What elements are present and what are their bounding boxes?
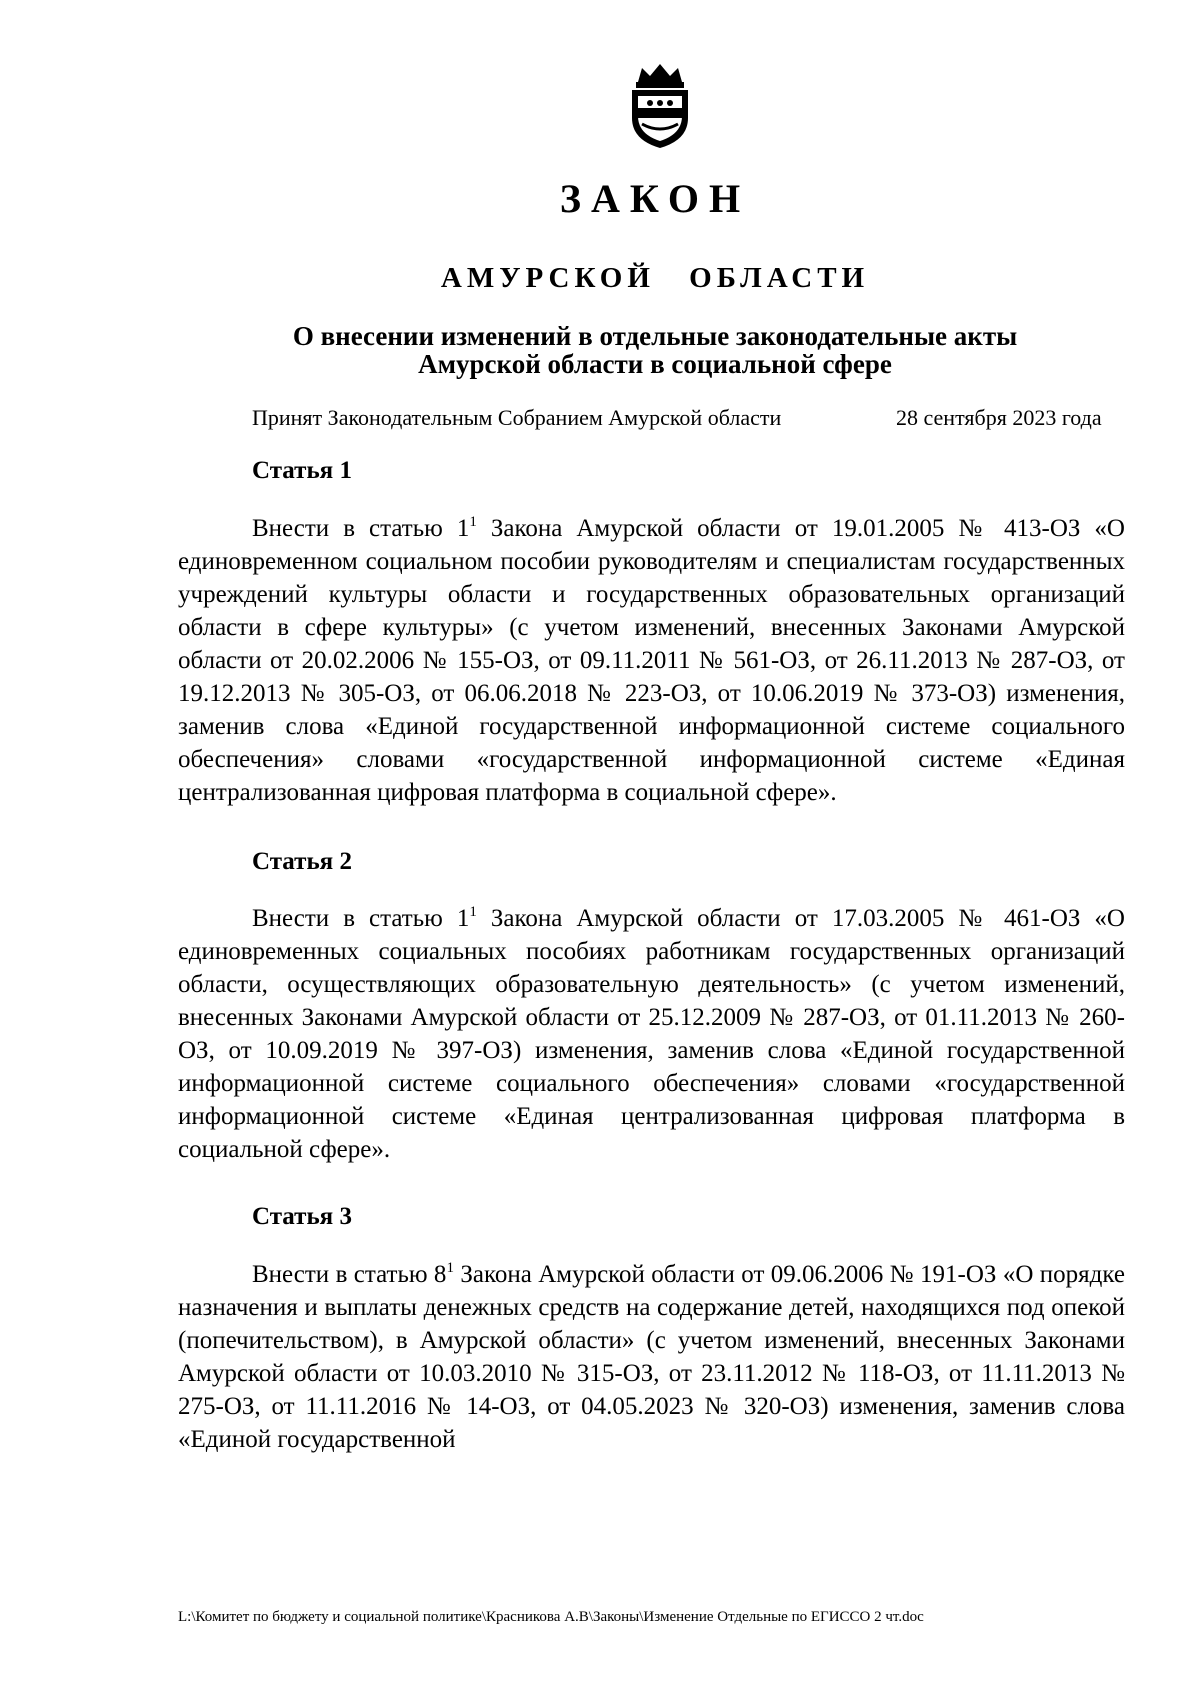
adopted-date: 28 сентября 2023 года: [896, 405, 1102, 430]
document-title: ЗАКОН: [559, 176, 751, 221]
article-3-lead: Внести в статью 8: [252, 1261, 447, 1288]
article-3-text: Закона Амурской области от 09.06.2006 № 191-ОЗ «О порядке назначения и выплаты денежных средств на содержание детей, находящихся под опекой (попечительством), в Амурской области» (с учетом изменений, внесенных Законами Амурской области от 10.03.2010 № 315-ОЗ, от 23.11.2012 № 118-ОЗ, от 11.11.2013 № 275-ОЗ, от 11.11.2016 № 14-ОЗ, от 04.05.2023 № 320-ОЗ) изменения, заменив слова «Единой государственной: [178, 1261, 1125, 1453]
article-2-body: [178, 902, 1125, 1166]
article-1-body: [178, 512, 1125, 809]
adopted-by: Принят Законодательным Собранием Амурской области: [252, 405, 782, 430]
law-subject-line-2: Амурской области в социальной сфере: [418, 349, 892, 379]
article-2-lead: Внести в статью 1: [252, 905, 470, 932]
article-3-heading: Статья 3: [252, 1203, 352, 1230]
article-1-superscript: 1: [469, 514, 477, 530]
file-path-footer: L:\Комитет по бюджету и социальной политике\Красникова А.В\Законы\Изменение Отдельные по ЕГИССО 2 чт.doc: [178, 1609, 924, 1625]
region-name: АМУРСКОЙ ОБЛАСТИ: [440, 262, 870, 294]
law-subject-line-1: О внесении изменений в отдельные законодательные акты: [292, 321, 1018, 351]
amur-region-coat-of-arms-icon: [620, 60, 700, 150]
article-1-text: Закона Амурской области от 19.01.2005 № 413-ОЗ «О единовременном социальном пособии руководителям и специалистам государственных учреждений культуры области и государственных образовательных организаций области в сфере культуры» (с учетом изменений, внесенных Законами Амурской области от 20.02.2006 № 155-ОЗ, от 09.11.2011 № 561-ОЗ, от 26.11.2013 № 287-ОЗ, от 19.12.2013 № 305-ОЗ, от 06.06.2018 № 223-ОЗ, от 10.06.2019 № 373-ОЗ) изменения, заменив слова «Единой государственной информационной системе социального обеспечения» словами «государственной информационной системе «Единая централизованная цифровая платформа в социальной сфере».: [178, 515, 1125, 806]
law-subject: [240, 322, 1070, 378]
article-1-heading: Статья 1: [252, 457, 352, 484]
article-2-heading: Статья 2: [252, 848, 352, 875]
article-2-superscript: 1: [469, 904, 477, 920]
article-3-superscript: 1: [446, 1260, 454, 1276]
article-2-text: Закона Амурской области от 17.03.2005 № 461-ОЗ «О единовременных социальных пособиях работникам государственных организаций области, осуществляющих образовательную деятельность» (с учетом изменений, внесенных Законами Амурской области от 25.12.2009 № 287-ОЗ, от 01.11.2013 № 260-ОЗ, от 10.09.2019 № 397-ОЗ) изменения, заменив слова «Единой государственной информационной системе социального обеспечения» словами «государственной информационной системе «Единая централизованная цифровая платформа в социальной сфере».: [178, 905, 1125, 1163]
article-3-body: [178, 1258, 1125, 1456]
article-1-lead: Внести в статью 1: [252, 515, 470, 542]
